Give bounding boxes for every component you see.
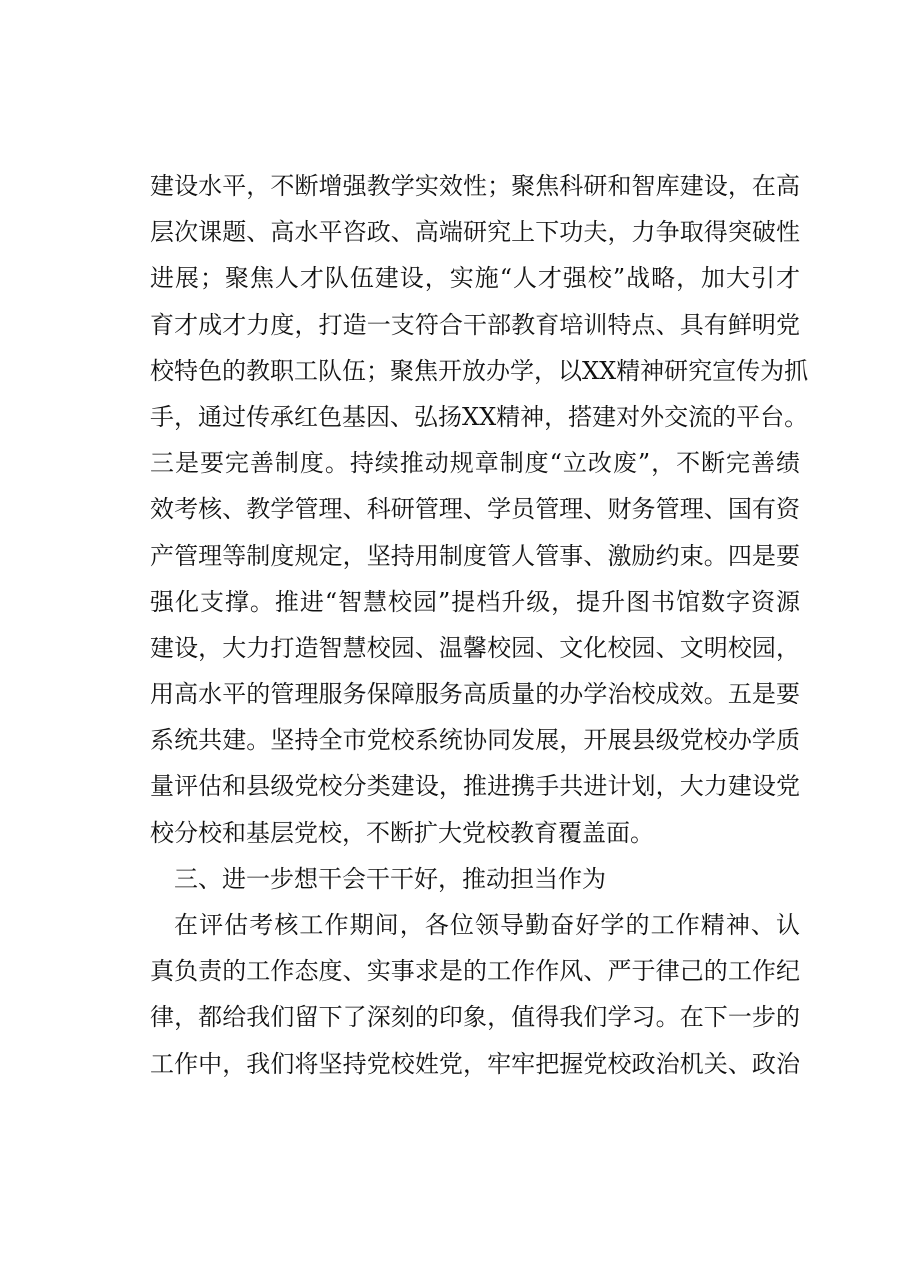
text-line: 进展；聚焦人才队伍建设，实施“人才强校”战略，加大引才 (150, 264, 800, 293)
text-line: 量评估和县级党校分类建设，推进携手共进计划，大力建设党 (150, 772, 800, 801)
text-line: 层次课题、高水平咨政、高端研究上下功夫，力争取得突破性 (150, 218, 800, 247)
text-line: 建设，大力打造智慧校园、温馨校园、文化校园、文明校园， (150, 633, 800, 662)
text-line: 工作中，我们将坚持党校姓党，牢牢把握党校政治机关、政治 (150, 1049, 800, 1078)
text-line: 律，都给我们留下了深刻的印象，值得我们学习。在下一步的 (150, 1003, 800, 1032)
text-line: 系统共建。坚持全市党校系统协同发展，开展县级党校办学质 (150, 726, 800, 755)
text-line: 强化支撑。推进“智慧校园”提档升级，提升图书馆数字资源 (150, 587, 800, 616)
text-line: 校分校和基层党校，不断扩大党校教育覆盖面。 (150, 818, 654, 847)
text-line: 育才成才力度，打造一支符合干部教育培训特点、具有鲜明党 (150, 310, 800, 339)
text-line: 产管理等制度规定，坚持用制度管人管事、激励约束。四是要 (150, 541, 800, 570)
text-line: 手，通过传承红色基因、弘扬XX精神，搭建对外交流的平台。 (150, 402, 809, 431)
body-text (150, 163, 809, 1087)
text-line: 用高水平的管理服务保障服务高质量的办学治校成效。五是要 (150, 680, 800, 709)
section-heading: 三、进一步想干会干干好，推动担当作为 (174, 864, 606, 893)
text-line: 在评估考核工作期间，各位领导勤奋好学的工作精神、认 (174, 911, 800, 939)
text-line: 三是要完善制度。持续推动规章制度“立改废”，不断完善绩 (150, 449, 800, 478)
text-line: 校特色的教职工队伍；聚焦开放办学，以XX精神研究宣传为抓 (150, 356, 809, 385)
text-line: 建设水平，不断增强教学实效性；聚焦科研和智库建设，在高 (150, 172, 800, 200)
text-line: 效考核、教学管理、科研管理、学员管理、财务管理、国有资 (150, 495, 800, 524)
text-line: 真负责的工作态度、实事求是的工作作风、严于律己的工作纪 (150, 957, 800, 986)
